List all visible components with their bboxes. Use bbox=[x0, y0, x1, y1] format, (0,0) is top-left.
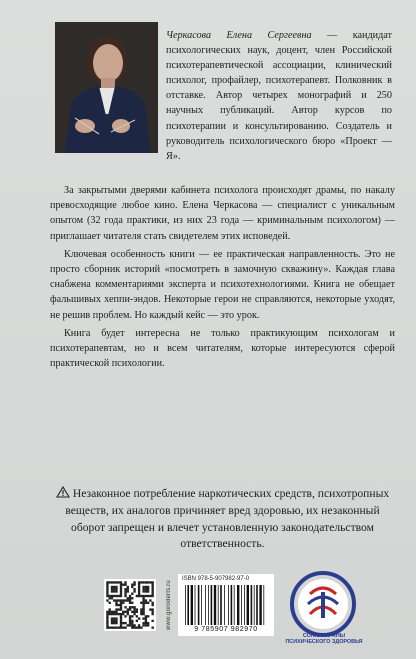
barcode bbox=[184, 585, 268, 625]
logo-caption-line: СОЮЗ ОХРАНЫ bbox=[302, 633, 346, 639]
isbn-digits: 9 785907 982970 bbox=[194, 626, 258, 633]
description-paragraph: Книга будет интересна не только практикующим психологам и психотерапевтам, но и всем читателям, которые интересуются сферой практической психологии. bbox=[50, 327, 395, 370]
drug-warning bbox=[50, 486, 395, 553]
qr-code[interactable] bbox=[104, 579, 156, 631]
description-paragraph: Ключевая особенность книги — ее практическая направленность. Это не просто сборник историй «посмотреть в замочную скважину». Каждая глава снабжена комментариями эксперта и психотехнологиями. Книга не обещает фальшивых хеппи-эндов. Некоторые герои не справляются, некоторые уходят, не решив проблем. Но каждый кейс — это урок. bbox=[50, 248, 395, 321]
isbn-barcode-block bbox=[178, 574, 274, 636]
author-bio-text: — кандидат психологических наук, доцент, член Российской психотерапевтической ассоциации, клинический психолог, профайлер, психотерапевт. Полковник в отставке. Автор четырех монографий и 250 научных публикаций. Автор курсов по психотерапии и консультированию. Создатель и руководитель психологического бюро «Проект — Я». bbox=[166, 30, 392, 162]
author-photo bbox=[55, 22, 158, 153]
warning-text: Незаконное потребление наркотических средств, психотропных веществ, их аналогов причиняет вред здоровью, их незаконный оборот запрещен и влечет установленную законодательством ответственность. bbox=[65, 487, 390, 551]
book-description bbox=[50, 183, 395, 374]
website-url: www.goroderts.ru bbox=[166, 580, 172, 630]
logo-caption bbox=[285, 633, 363, 646]
isbn-label: ISBN 978-5-907982-97-0 bbox=[182, 576, 250, 582]
logo-caption-line: ПСИХИЧЕСКОГО ЗДОРОВЬЯ bbox=[285, 639, 363, 646]
warning-triangle-icon bbox=[56, 486, 70, 498]
author-name: Черкасова Елена Сергеевна bbox=[166, 30, 312, 41]
description-paragraph: За закрытыми дверями кабинета психолога происходят драмы, по накалу превосходящие любое кино. Елена Черкасова — специалист с уникальным опытом (32 года практики, из них 23 года — криминальным психологом) — приглашает читателя стать свидетелем этих исповедей. bbox=[50, 185, 395, 242]
author-bio bbox=[166, 28, 392, 164]
